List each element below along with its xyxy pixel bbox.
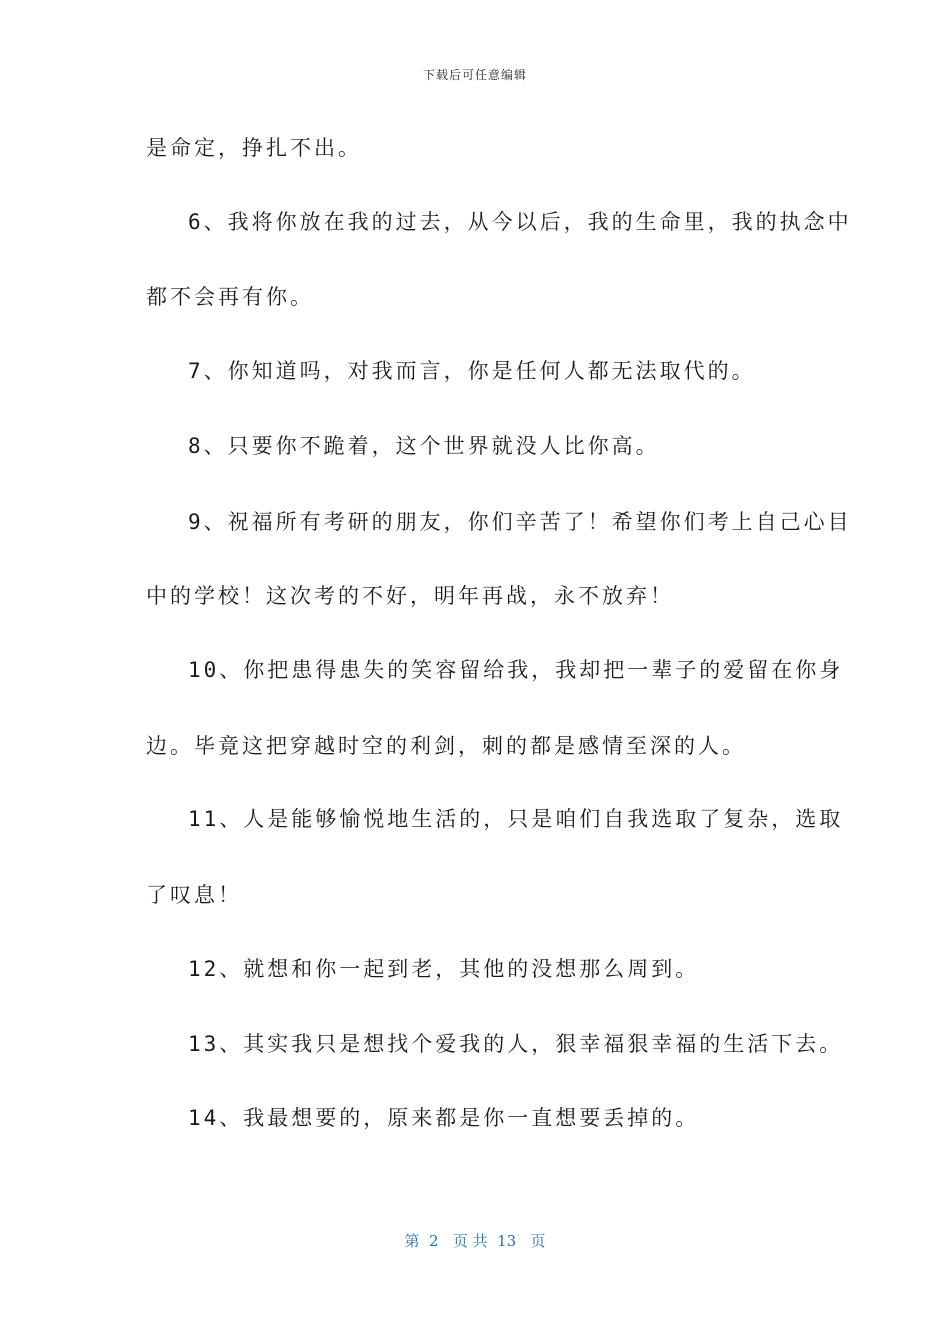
body-line: 12、就想和你一起到老，其他的没想那么周到。 <box>188 957 700 981</box>
body-line: 9、祝福所有考研的朋友，你们辛苦了！希望你们考上自己心目 <box>188 510 852 534</box>
body-line: 是命定，挣扎不出。 <box>146 136 362 160</box>
body-line: 11、人是能够愉悦地生活的，只是咱们自我选取了复杂，选取 <box>188 807 844 831</box>
body-line: 8、只要你不跪着，这个世界就没人比你高。 <box>188 434 660 458</box>
body-line: 6、我将你放在我的过去，从今以后，我的生命里，我的执念中 <box>188 210 852 234</box>
page-header: 下载后可任意编辑 <box>422 68 527 82</box>
body-line: 边。毕竟这把穿越时空的利剑，刺的都是感情至深的人。 <box>146 734 746 758</box>
body-line: 都不会再有你。 <box>146 285 314 309</box>
body-line: 7、你知道吗，对我而言，你是任何人都无法取代的。 <box>188 359 756 383</box>
page-number-footer: 第 2 页 共 13 页 <box>404 1232 546 1250</box>
body-line: 14、我最想要的，原来都是你一直想要丢掉的。 <box>188 1106 700 1130</box>
body-line: 13、其实我只是想找个爱我的人，狠幸福狠幸福的生活下去。 <box>188 1032 844 1056</box>
body-line: 中的学校！这次考的不好，明年再战，永不放弃！ <box>146 584 674 608</box>
body-line: 10、你把患得患失的笑容留给我，我却把一辈子的爱留在你身 <box>188 658 844 682</box>
body-line: 了叹息！ <box>146 883 242 907</box>
